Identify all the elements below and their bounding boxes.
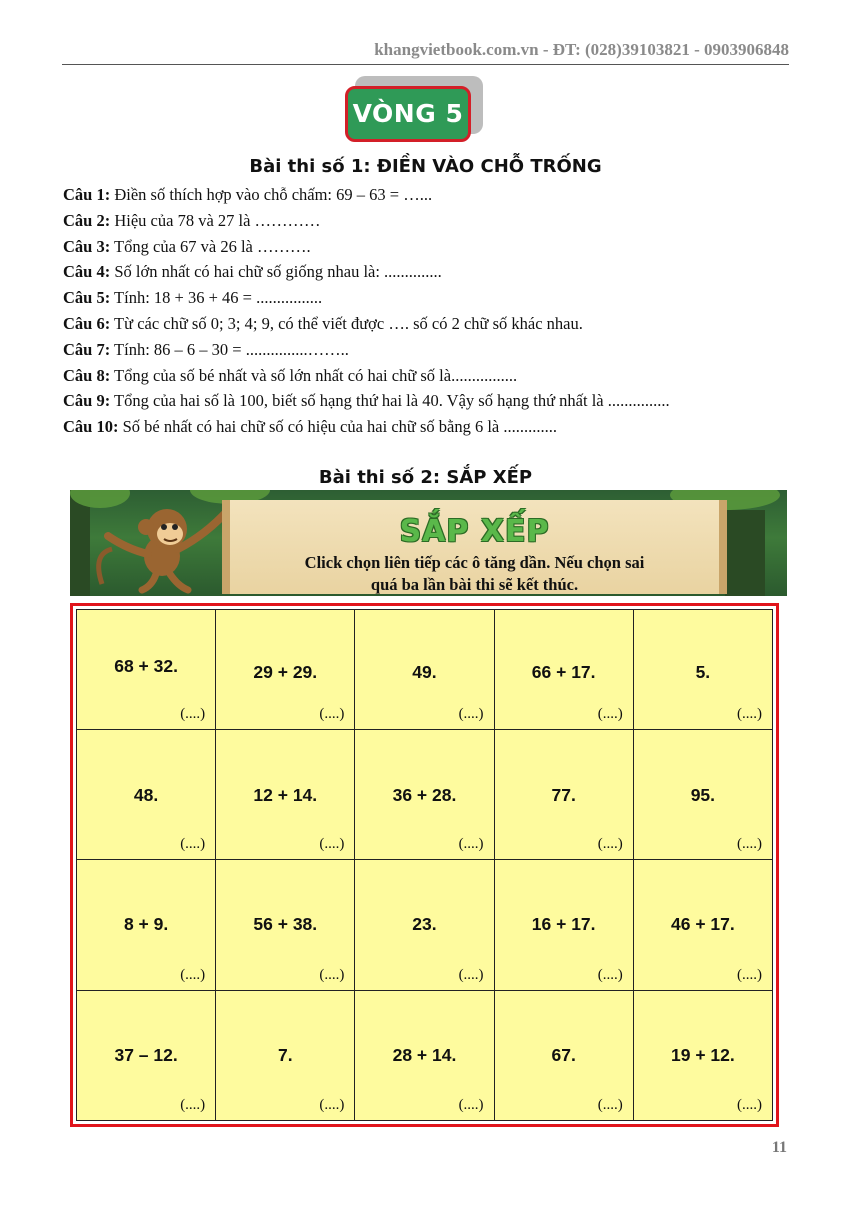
answer-blank: (....) xyxy=(737,836,762,853)
answer-blank: (....) xyxy=(319,836,345,853)
grid-row xyxy=(77,990,773,1120)
question-5 xyxy=(63,285,803,311)
grid-cell[interactable] xyxy=(77,610,216,730)
cell-expression: 37 – 12. xyxy=(114,1044,178,1065)
answer-blank: (....) xyxy=(180,966,206,983)
cell-expression: 28 + 14. xyxy=(392,1044,457,1065)
sort-game-banner xyxy=(70,490,787,596)
question-text: Tổng của hai số là 100, biết số hạng thứ hai là 40. Vậy số hạng thứ nhất là ............... xyxy=(110,391,670,411)
grid-cell[interactable] xyxy=(633,990,772,1120)
answer-blank: (....) xyxy=(180,1097,206,1113)
answer-blank: (....) xyxy=(597,1097,623,1113)
question-text: Tính: 86 – 6 – 30 = ...............…….. xyxy=(110,339,349,359)
page-number: 11 xyxy=(771,1139,787,1156)
cell-expression: 77. xyxy=(551,785,576,806)
monkey-icon xyxy=(82,494,242,594)
grid-cell[interactable] xyxy=(494,730,633,860)
grid-cell[interactable] xyxy=(355,860,494,990)
grid-row xyxy=(77,730,773,860)
instruction-line-2: quá ba lần bài thi sẽ kết thúc. xyxy=(370,575,579,594)
question-label: Câu 3: xyxy=(63,236,111,256)
sort-grid-frame xyxy=(70,603,779,1127)
grid-cell[interactable] xyxy=(355,990,494,1120)
answer-blank: (....) xyxy=(319,966,345,983)
instruction-line-1: Click chọn liên tiếp các ô tăng dần. Nếu chọn sai xyxy=(304,553,645,572)
answer-blank: (....) xyxy=(319,1097,345,1113)
question-text: Từ các chữ số 0; 3; 4; 9, có thể viết được …. số có 2 chữ số khác nhau. xyxy=(110,313,583,333)
question-10 xyxy=(63,414,803,440)
grid-cell[interactable] xyxy=(633,730,772,860)
cell-expression: 12 + 14. xyxy=(253,785,318,806)
question-3 xyxy=(63,234,803,260)
cell-expression: 29 + 29. xyxy=(253,662,318,682)
question-text: Tổng của số bé nhất và số lớn nhất có hai chữ số là................ xyxy=(110,365,518,385)
grid-cell[interactable] xyxy=(77,990,216,1120)
sort-grid xyxy=(76,609,773,1121)
question-label: Câu 7: xyxy=(63,339,111,359)
question-text: Tổng của 67 và 26 là ………. xyxy=(110,236,311,256)
answer-blank: (....) xyxy=(458,706,484,723)
answer-blank: (....) xyxy=(458,836,484,853)
question-text: Số lớn nhất có hai chữ số giống nhau là: .............. xyxy=(110,262,442,282)
question-label: Câu 8: xyxy=(63,365,111,385)
cell-expression: 16 + 17. xyxy=(531,914,596,935)
cell-expression: 95. xyxy=(690,785,716,806)
page-header xyxy=(62,40,789,65)
grid-cell[interactable] xyxy=(355,610,494,730)
header-text: khangvietbook.com.vn - ĐT: (028)39103821 - 0903906848 xyxy=(374,40,789,59)
tree-trunk xyxy=(725,510,765,596)
answer-blank: (....) xyxy=(180,836,206,853)
grid-cell[interactable] xyxy=(216,860,355,990)
cell-expression: 23. xyxy=(412,914,437,935)
grid-row xyxy=(77,610,773,730)
instruction-board xyxy=(222,500,727,594)
question-2 xyxy=(63,208,803,234)
question-4 xyxy=(63,259,803,285)
cell-expression: 46 + 17. xyxy=(671,914,735,935)
answer-blank: (....) xyxy=(458,966,484,983)
grid-row xyxy=(77,860,773,990)
cell-expression: 68 + 32. xyxy=(114,656,178,676)
cell-expression: 8 + 9. xyxy=(123,914,169,935)
cell-expression: 5. xyxy=(695,662,711,682)
cell-expression: 56 + 38. xyxy=(253,914,318,935)
cell-expression: 49. xyxy=(412,662,437,682)
question-label: Câu 10: xyxy=(63,417,119,437)
question-9 xyxy=(63,388,803,414)
answer-blank: (....) xyxy=(737,706,762,723)
answer-blank: (....) xyxy=(737,1097,762,1113)
answer-blank: (....) xyxy=(597,966,623,983)
cell-expression: 19 + 12. xyxy=(671,1044,735,1065)
grid-cell[interactable] xyxy=(216,610,355,730)
cell-expression: 67. xyxy=(551,1044,576,1065)
question-8 xyxy=(63,363,803,389)
question-text: Tính: 18 + 36 + 46 = ................ xyxy=(110,288,323,308)
board-title: SẮP XẾP xyxy=(399,514,550,549)
question-text: Số bé nhất có hai chữ số có hiệu của hai chữ số bằng 6 là ............. xyxy=(118,417,557,437)
question-label: Câu 2: xyxy=(63,210,111,230)
question-6 xyxy=(63,311,803,337)
question-label: Câu 9: xyxy=(63,391,111,411)
cell-expression: 66 + 17. xyxy=(531,662,596,682)
grid-cell[interactable] xyxy=(494,610,633,730)
answer-blank: (....) xyxy=(597,706,623,723)
grid-cell[interactable] xyxy=(77,730,216,860)
grid-cell[interactable] xyxy=(216,730,355,860)
cell-expression: 48. xyxy=(133,785,159,806)
section2-title: Bài thi số 2: SẮP XẾP xyxy=(318,467,533,488)
question-label: Câu 5: xyxy=(63,288,111,308)
question-text: Điền số thích hợp vào chỗ chấm: 69 – 63 = …... xyxy=(110,185,433,204)
grid-cell[interactable] xyxy=(494,860,633,990)
answer-blank: (....) xyxy=(319,706,345,723)
question-label: Câu 1: xyxy=(63,185,111,204)
grid-cell[interactable] xyxy=(77,860,216,990)
grid-cell[interactable] xyxy=(216,990,355,1120)
grid-cell[interactable] xyxy=(633,610,772,730)
question-list xyxy=(63,182,803,440)
question-label: Câu 6: xyxy=(63,313,111,333)
board-instructions xyxy=(230,552,719,596)
question-text: Hiệu của 78 và 27 là ………… xyxy=(110,210,321,230)
answer-blank: (....) xyxy=(180,706,206,723)
answer-blank: (....) xyxy=(737,966,762,983)
cell-expression: 36 + 28. xyxy=(392,785,457,806)
grid-cell[interactable] xyxy=(633,860,772,990)
question-label: Câu 4: xyxy=(63,262,111,282)
question-1 xyxy=(63,182,803,208)
grid-cell[interactable] xyxy=(355,730,494,860)
answer-blank: (....) xyxy=(458,1097,484,1113)
cell-expression: 7. xyxy=(277,1044,293,1065)
answer-blank: (....) xyxy=(597,836,623,853)
round-badge: VÒNG 5 xyxy=(345,86,471,142)
section1-title: Bài thi số 1: ĐIỀN VÀO CHỖ TRỐNG xyxy=(249,156,602,177)
grid-cell[interactable] xyxy=(494,990,633,1120)
question-7 xyxy=(63,337,803,363)
